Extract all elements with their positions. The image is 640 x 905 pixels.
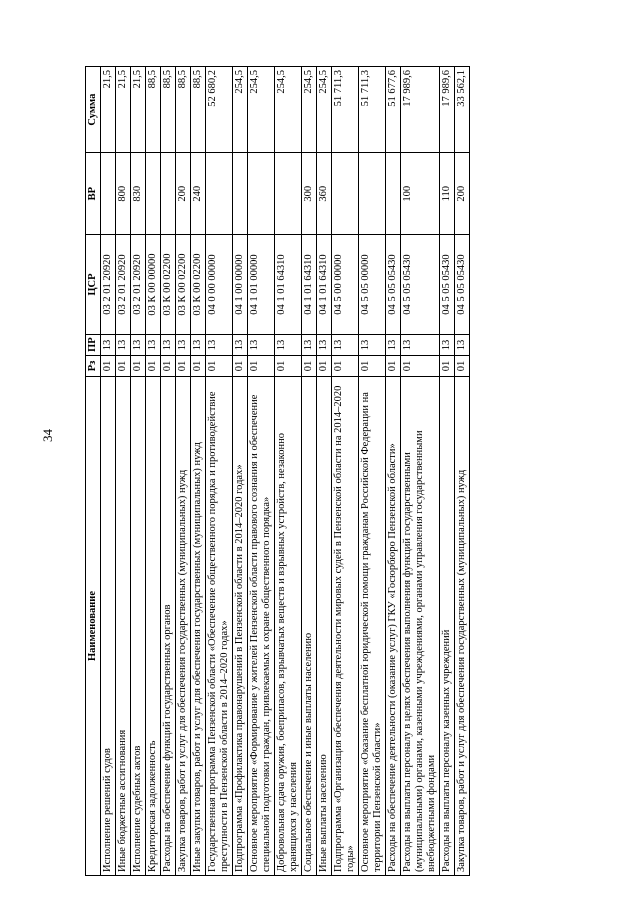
cell-sum: 254,5 xyxy=(248,67,275,153)
table-row xyxy=(116,67,131,876)
cell-rz: 01 xyxy=(248,355,275,376)
cell-rz: 01 xyxy=(101,355,116,376)
cell-name: Закупка товаров, работ и услуг для обеспечения государственных (муниципальных) нужд xyxy=(455,376,470,875)
table-row xyxy=(275,67,302,876)
table-header-row xyxy=(86,67,101,876)
cell-vr xyxy=(146,153,161,235)
table-row xyxy=(302,67,317,876)
cell-csr: 03 К 00 02200 xyxy=(161,235,176,335)
cell-csr: 04 1 01 00000 xyxy=(248,235,275,335)
table-row xyxy=(191,67,206,876)
cell-sum: 21,5 xyxy=(116,67,131,153)
cell-sum: 88,5 xyxy=(176,67,191,153)
cell-rz: 01 xyxy=(116,355,131,376)
cell-pr: 13 xyxy=(317,334,332,355)
table-row xyxy=(206,67,233,876)
cell-vr xyxy=(359,153,386,235)
cell-name: Добровольная сдача оружия, боеприпасов, взрывчатых веществ и взрывных устройств, незаконно хранящихся у населения xyxy=(275,376,302,875)
cell-csr: 04 5 05 05430 xyxy=(386,235,401,335)
cell-name: Основное мероприятие «Оказание бесплатной юридической помощи гражданам Российской Федерации на территории Пензенской области» xyxy=(359,376,386,875)
cell-sum: 21,5 xyxy=(101,67,116,153)
header-pr: ПР xyxy=(86,334,101,355)
cell-rz: 01 xyxy=(440,355,455,376)
cell-name: Социальное обеспечение и иные выплаты населению xyxy=(302,376,317,875)
table-row xyxy=(161,67,176,876)
table-row xyxy=(440,67,455,876)
cell-pr: 13 xyxy=(131,334,146,355)
cell-pr: 13 xyxy=(248,334,275,355)
cell-csr: 03 К 00 02200 xyxy=(176,235,191,335)
cell-rz: 01 xyxy=(161,355,176,376)
table-row xyxy=(386,67,401,876)
cell-name: Иные выплаты населению xyxy=(317,376,332,875)
header-name: Наименование xyxy=(86,376,101,875)
table-row xyxy=(176,67,191,876)
cell-vr xyxy=(161,153,176,235)
cell-name: Подпрограмма «Организация обеспечения деятельности мировых судей в Пензенской области на 2014–2020 годы» xyxy=(332,376,359,875)
cell-sum: 88,5 xyxy=(191,67,206,153)
cell-rz: 01 xyxy=(317,355,332,376)
cell-csr: 03 К 00 00000 xyxy=(146,235,161,335)
cell-name: Исполнение решений судов xyxy=(101,376,116,875)
cell-rz: 01 xyxy=(386,355,401,376)
header-vr: ВР xyxy=(86,153,101,235)
cell-pr: 13 xyxy=(401,334,440,355)
cell-sum: 52 680,2 xyxy=(206,67,233,153)
cell-csr: 03 К 00 02200 xyxy=(191,235,206,335)
cell-csr: 04 0 00 00000 xyxy=(206,235,233,335)
cell-csr: 04 5 05 00000 xyxy=(359,235,386,335)
cell-rz: 01 xyxy=(233,355,248,376)
cell-pr: 13 xyxy=(206,334,233,355)
cell-sum: 17 989,6 xyxy=(440,67,455,153)
table-row xyxy=(248,67,275,876)
cell-name: Государственная программа Пензенской области «Обеспечение общественного порядка и противодействие преступности в Пензенской области в 2014–2020 годах» xyxy=(206,376,233,875)
cell-pr: 13 xyxy=(116,334,131,355)
cell-vr xyxy=(206,153,233,235)
table-row xyxy=(317,67,332,876)
cell-rz: 01 xyxy=(401,355,440,376)
cell-sum: 17 989,6 xyxy=(401,67,440,153)
cell-vr: 240 xyxy=(191,153,206,235)
cell-name: Иные бюджетные ассигнования xyxy=(116,376,131,875)
cell-pr: 13 xyxy=(332,334,359,355)
cell-rz: 01 xyxy=(455,355,470,376)
cell-sum: 21,5 xyxy=(131,67,146,153)
cell-name: Расходы на выплаты персоналу в целях обеспечения выполнения функций государственными (муниципальными) органами, казенными учреждениями, органами управления государственными внебюджетными фондами xyxy=(401,376,440,875)
cell-vr: 100 xyxy=(401,153,440,235)
table-row xyxy=(146,67,161,876)
header-csr: ЦСР xyxy=(86,235,101,335)
cell-rz: 01 xyxy=(146,355,161,376)
cell-csr: 04 1 01 64310 xyxy=(275,235,302,335)
table-row xyxy=(131,67,146,876)
cell-sum: 254,5 xyxy=(233,67,248,153)
cell-name: Расходы на обеспечение функций государственных органов xyxy=(161,376,176,875)
cell-pr: 13 xyxy=(191,334,206,355)
cell-sum: 254,5 xyxy=(317,67,332,153)
cell-name: Расходы на выплаты персоналу казенных учреждений xyxy=(440,376,455,875)
table-row xyxy=(332,67,359,876)
rotated-page-content xyxy=(85,66,605,876)
cell-vr xyxy=(248,153,275,235)
cell-pr: 13 xyxy=(101,334,116,355)
cell-pr: 13 xyxy=(440,334,455,355)
cell-csr: 04 1 01 64310 xyxy=(317,235,332,335)
cell-csr: 04 5 05 05430 xyxy=(440,235,455,335)
cell-csr: 04 1 00 00000 xyxy=(233,235,248,335)
cell-vr xyxy=(386,153,401,235)
cell-pr: 13 xyxy=(161,334,176,355)
cell-vr xyxy=(332,153,359,235)
cell-name: Исполнение судебных актов xyxy=(131,376,146,875)
cell-pr: 13 xyxy=(386,334,401,355)
cell-vr: 360 xyxy=(317,153,332,235)
cell-vr: 830 xyxy=(131,153,146,235)
table-row xyxy=(455,67,470,876)
cell-vr xyxy=(275,153,302,235)
cell-pr: 13 xyxy=(455,334,470,355)
cell-vr: 300 xyxy=(302,153,317,235)
table-body xyxy=(101,67,470,876)
cell-pr: 13 xyxy=(359,334,386,355)
cell-rz: 01 xyxy=(359,355,386,376)
table-row xyxy=(101,67,116,876)
cell-name: Кредиторская задолженность xyxy=(146,376,161,875)
cell-pr: 13 xyxy=(275,334,302,355)
cell-csr: 03 2 01 20920 xyxy=(131,235,146,335)
header-sum: Сумма xyxy=(86,67,101,153)
cell-name: Закупка товаров, работ и услуг для обеспечения государственных (муниципальных) нужд xyxy=(176,376,191,875)
cell-name: Расходы на обеспечение деятельности (оказание услуг) ГКУ «Госюрбюро Пензенской области» xyxy=(386,376,401,875)
cell-rz: 01 xyxy=(131,355,146,376)
page-number: 34 xyxy=(40,429,55,442)
cell-pr: 13 xyxy=(302,334,317,355)
cell-pr: 13 xyxy=(146,334,161,355)
cell-csr: 04 5 00 00000 xyxy=(332,235,359,335)
cell-vr: 200 xyxy=(455,153,470,235)
cell-rz: 01 xyxy=(275,355,302,376)
cell-sum: 88,5 xyxy=(161,67,176,153)
cell-csr: 03 2 01 20920 xyxy=(116,235,131,335)
cell-vr: 800 xyxy=(116,153,131,235)
cell-sum: 51 711,3 xyxy=(332,67,359,153)
cell-vr xyxy=(233,153,248,235)
cell-sum: 88,5 xyxy=(146,67,161,153)
cell-sum: 254,5 xyxy=(302,67,317,153)
cell-csr: 04 1 01 64310 xyxy=(302,235,317,335)
cell-rz: 01 xyxy=(332,355,359,376)
cell-pr: 13 xyxy=(176,334,191,355)
cell-rz: 01 xyxy=(176,355,191,376)
cell-vr: 200 xyxy=(176,153,191,235)
table-row xyxy=(401,67,440,876)
cell-pr: 13 xyxy=(233,334,248,355)
cell-csr: 04 5 05 05430 xyxy=(455,235,470,335)
cell-csr: 04 5 05 05430 xyxy=(401,235,440,335)
cell-rz: 01 xyxy=(206,355,233,376)
cell-sum: 51 711,3 xyxy=(359,67,386,153)
cell-csr: 03 2 01 20920 xyxy=(101,235,116,335)
cell-rz: 01 xyxy=(302,355,317,376)
cell-vr xyxy=(101,153,116,235)
cell-sum: 51 677,6 xyxy=(386,67,401,153)
cell-vr: 110 xyxy=(440,153,455,235)
cell-rz: 01 xyxy=(191,355,206,376)
cell-sum: 254,5 xyxy=(275,67,302,153)
header-rz: Рз xyxy=(86,355,101,376)
cell-name: Подпрограмма «Профилактика правонарушений в Пензенской области в 2014–2020 годах» xyxy=(233,376,248,875)
cell-name: Иные закупки товаров, работ и услуг для обеспечения государственных (муниципальных) нужд xyxy=(191,376,206,875)
table-row xyxy=(233,67,248,876)
table-row xyxy=(359,67,386,876)
cell-name: Основное мероприятие «Формирование у жителей Пензенской области правового сознания и обеспечение специальной подготовки граждан, привлекаемых к охране общественного порядка» xyxy=(248,376,275,875)
budget-table xyxy=(85,66,470,876)
cell-sum: 33 562,1 xyxy=(455,67,470,153)
